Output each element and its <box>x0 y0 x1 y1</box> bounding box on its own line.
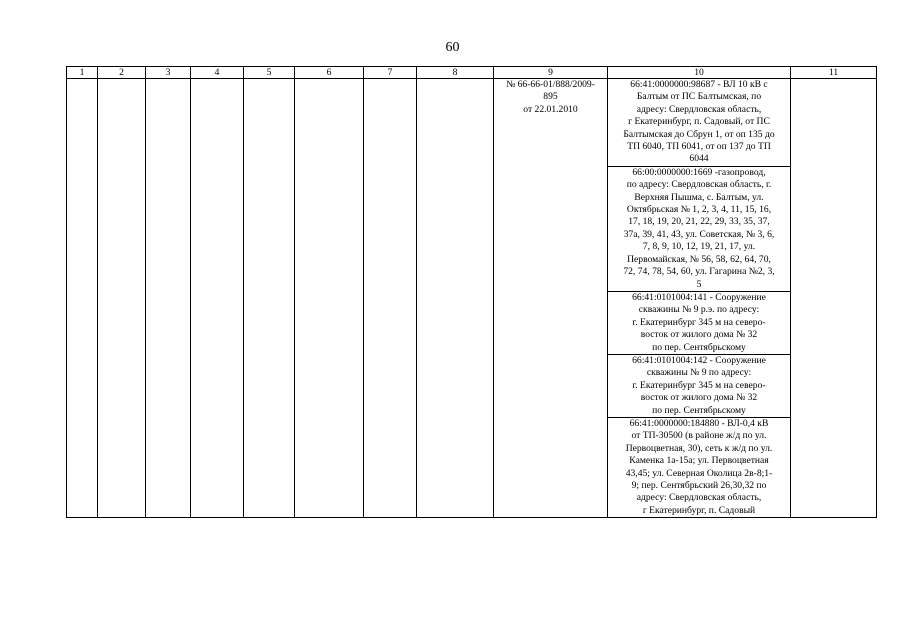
object-description-line: Октябрьская № 1, 2, 3, 4, 11, 15, 16, <box>626 204 772 216</box>
object-description-line: скважины № 9 по адресу: <box>646 367 752 379</box>
object-description-line: 17, 18, 19, 20, 21, 22, 29, 33, 35, 37, <box>628 216 770 228</box>
cell-col-8 <box>417 79 494 518</box>
cell-col-11 <box>791 79 877 518</box>
column-header-10: 10 <box>608 67 791 79</box>
object-description-line: 7, 8, 9, 10, 12, 19, 21, 17, ул. <box>642 241 756 253</box>
object-description-line: ТП 6040, ТП 6041, от оп 137 до ТП <box>627 141 771 153</box>
object-description-line: Верхняя Пышма, с. Балтым, ул. <box>634 191 764 203</box>
object-description-line: скважины № 9 р.э. по адресу: <box>638 304 760 316</box>
cell-col-4 <box>191 79 244 518</box>
column-header-8: 8 <box>417 67 494 79</box>
object-cell <box>608 291 791 354</box>
object-description-line: г. Екатеринбург 345 м на северо- <box>632 316 766 328</box>
object-description-line: 66:41:0101004:142 - Сооружение <box>632 354 766 366</box>
object-description-line: Первомайская, № 56, 58, 62, 64, 70, <box>627 253 771 265</box>
column-header-2: 2 <box>98 67 146 79</box>
object-cell <box>608 166 791 291</box>
object-description-line: от ТП-30500 (в районе ж/д по ул. <box>631 430 767 442</box>
object-description-line: 66:41:0101004:141 - Сооружение <box>632 291 766 303</box>
object-description-line: 37а, 39, 41, 43, ул. Советская, № 3, 6, <box>623 228 775 240</box>
cell-col-7 <box>364 79 417 518</box>
column-header-3: 3 <box>146 67 191 79</box>
object-cell <box>608 79 791 167</box>
column-header-11: 11 <box>791 67 877 79</box>
cell-col-1 <box>67 79 98 518</box>
object-cell <box>608 354 791 417</box>
cell-col-5 <box>244 79 295 518</box>
object-description-line: Балтымская до Сбрун 1, от оп 135 до <box>623 128 775 140</box>
column-header-7: 7 <box>364 67 417 79</box>
cell-col-2 <box>98 79 146 518</box>
object-description-line: 72, 74, 78, 54, 60, ул. Гагарина №2, 3, <box>623 266 775 278</box>
object-description-line: г Екатеринбург, п. Садовый <box>642 504 756 516</box>
object-description-line: г Екатеринбург, п. Садовый, от ПС <box>628 116 770 128</box>
page-number: 60 <box>445 40 460 55</box>
table-row <box>67 79 877 167</box>
object-description-line: 66:41:0000000:98687 - ВЛ 10 кВ с <box>630 79 768 90</box>
registry-table <box>66 66 877 518</box>
object-description-line: по адресу: Свердловская область, г. <box>626 179 772 191</box>
registration-date: от 22.01.2010 <box>523 103 578 115</box>
object-description-line: 66:41:0000000:184880 - ВЛ-0,4 кВ <box>629 417 769 429</box>
object-description-line: по пер. Сентябрьскому <box>652 341 746 353</box>
object-description-line: восток от жилого дома № 32 <box>640 329 758 341</box>
object-description-line: по пер. Сентябрьскому <box>652 404 746 416</box>
object-description-line: Каменка 1а-15а; ул. Первоцветная <box>629 455 769 467</box>
cell-col-3 <box>146 79 191 518</box>
column-header-4: 4 <box>191 67 244 79</box>
object-description-line: 43,45; ул. Северная Околица 2в-8;1- <box>625 467 773 479</box>
object-description-line: г. Екатеринбург 345 м на северо- <box>632 379 766 391</box>
object-description-line: Первоцветная, 30), сеть к ж/д по ул. <box>625 442 773 454</box>
column-header-1: 1 <box>67 67 98 79</box>
registration-cell <box>494 79 608 518</box>
column-header-9: 9 <box>494 67 608 79</box>
column-header-5: 5 <box>244 67 295 79</box>
object-description-line: 9; пер. Сентябрьский 26,30,32 по <box>631 480 767 491</box>
header-row <box>67 67 877 79</box>
object-description-line: 66:00:0000000:1669 -газопровод, <box>632 166 766 178</box>
object-description-line: Балтым от ПС Балтымская, по <box>636 91 762 103</box>
object-description-line: 6044 <box>689 153 709 165</box>
object-description-line: адресу: Свердловская область, <box>636 103 762 115</box>
object-description-line: адресу: Свердловская область, <box>636 492 762 504</box>
registration-number-line-2: 895 <box>543 91 558 103</box>
object-description-line: восток от жилого дома № 32 <box>640 392 758 404</box>
object-description-line: 5 <box>696 278 702 290</box>
object-cell <box>608 417 791 517</box>
cell-col-6 <box>295 79 364 518</box>
column-header-6: 6 <box>295 67 364 79</box>
registration-number-line-1: № 66-66-01/888/2009- <box>506 79 595 90</box>
